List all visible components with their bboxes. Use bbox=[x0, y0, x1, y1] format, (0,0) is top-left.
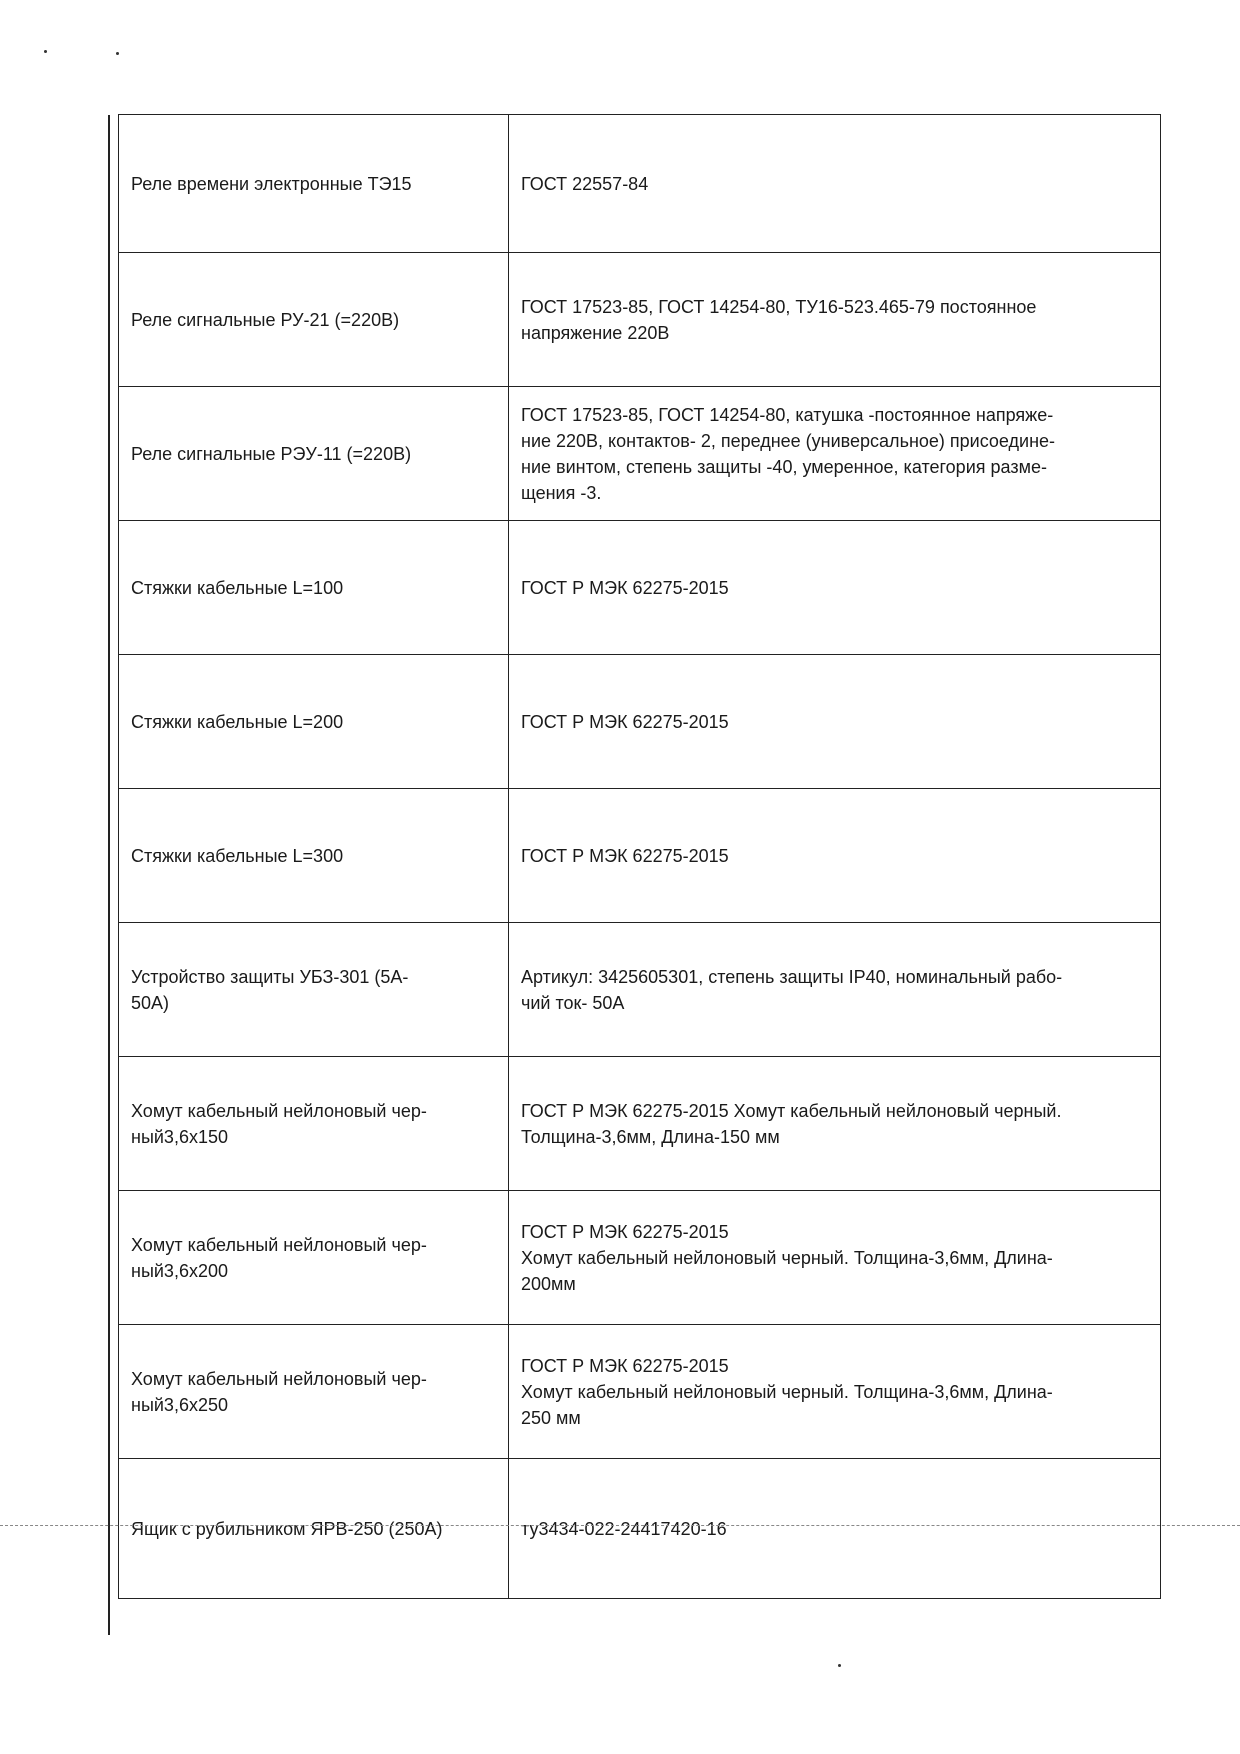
item-spec-cell: ГОСТ 22557-84 bbox=[509, 115, 1161, 253]
table-row bbox=[119, 253, 1161, 387]
item-name-cell: Стяжки кабельные L=100 bbox=[119, 521, 509, 655]
item-name-cell: Реле сигнальные РЭУ-11 (=220В) bbox=[119, 387, 509, 521]
item-spec-cell: ту3434-022-24417420-16 bbox=[509, 1459, 1161, 1599]
scan-speck bbox=[116, 52, 119, 55]
item-name-cell: Ящик с рубильником ЯРВ-250 (250А) bbox=[119, 1459, 509, 1599]
item-spec-cell: ГОСТ Р МЭК 62275-2015 bbox=[509, 655, 1161, 789]
item-spec-cell: ГОСТ 17523-85, ГОСТ 14254-80, катушка -постоянное напряже- ние 220В, контактов- 2, переднее (универсальное) присоедине- ние винтом, степень защиты -40, умеренное, категория разме- щения -3. bbox=[509, 387, 1161, 521]
table-row bbox=[119, 655, 1161, 789]
scan-speck bbox=[44, 50, 47, 53]
item-name-cell: Реле времени электронные ТЭ15 bbox=[119, 115, 509, 253]
item-spec-cell: ГОСТ Р МЭК 62275-2015 Хомут кабельный нейлоновый черный. Толщина-3,6мм, Длина- 250 мм bbox=[509, 1325, 1161, 1459]
table-outer-border bbox=[108, 115, 110, 1635]
item-spec-cell: ГОСТ Р МЭК 62275-2015 Хомут кабельный нейлоновый черный. Толщина-3,6мм, Длина-150 мм bbox=[509, 1057, 1161, 1191]
table-row bbox=[119, 1325, 1161, 1459]
table-row bbox=[119, 1459, 1161, 1599]
item-spec-cell: ГОСТ Р МЭК 62275-2015 bbox=[509, 521, 1161, 655]
table-row bbox=[119, 387, 1161, 521]
item-name-cell: Хомут кабельный нейлоновый чер- ный3,6х200 bbox=[119, 1191, 509, 1325]
item-spec-cell: ГОСТ 17523-85, ГОСТ 14254-80, ТУ16-523.465-79 постоянное напряжение 220В bbox=[509, 253, 1161, 387]
item-name-cell: Хомут кабельный нейлоновый чер- ный3,6х250 bbox=[119, 1325, 509, 1459]
item-name-cell: Реле сигнальные РУ-21 (=220В) bbox=[119, 253, 509, 387]
table-row bbox=[119, 115, 1161, 253]
item-name-cell: Стяжки кабельные L=200 bbox=[119, 655, 509, 789]
item-spec-cell: ГОСТ Р МЭК 62275-2015 Хомут кабельный нейлоновый черный. Толщина-3,6мм, Длина- 200мм bbox=[509, 1191, 1161, 1325]
item-name-cell: Хомут кабельный нейлоновый чер- ный3,6х150 bbox=[119, 1057, 509, 1191]
scan-speck bbox=[838, 1664, 841, 1667]
table-row bbox=[119, 1191, 1161, 1325]
table-row bbox=[119, 521, 1161, 655]
table-row bbox=[119, 789, 1161, 923]
item-name-cell: Устройство защиты УБЗ-301 (5А- 50А) bbox=[119, 923, 509, 1057]
scan-fold-line bbox=[0, 1525, 1240, 1526]
item-name-cell: Стяжки кабельные L=300 bbox=[119, 789, 509, 923]
specification-table bbox=[118, 114, 1161, 1599]
table-row bbox=[119, 923, 1161, 1057]
item-spec-cell: Артикул: 3425605301, степень защиты IP40, номинальный рабо- чий ток- 50А bbox=[509, 923, 1161, 1057]
item-spec-cell: ГОСТ Р МЭК 62275-2015 bbox=[509, 789, 1161, 923]
table-row bbox=[119, 1057, 1161, 1191]
